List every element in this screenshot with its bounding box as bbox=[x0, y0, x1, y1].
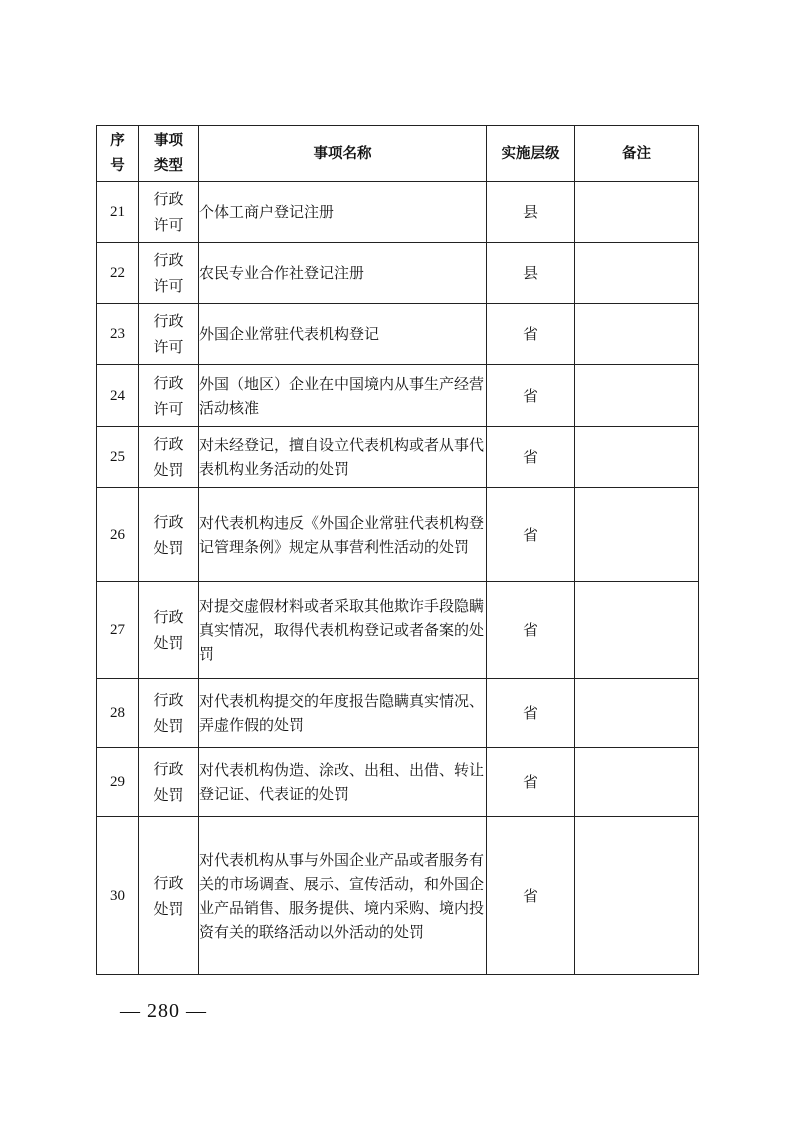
row-type bbox=[139, 748, 199, 817]
table-row bbox=[97, 365, 699, 427]
row-name: 对代表机构提交的年度报告隐瞒真实情况、弄虚作假的处罚 bbox=[199, 679, 487, 748]
table-row bbox=[97, 679, 699, 748]
row-type-text: 行政处罚 bbox=[153, 608, 184, 652]
row-type bbox=[139, 427, 199, 488]
row-type-text: 行政处罚 bbox=[153, 512, 184, 557]
row-type-text: 行政许可 bbox=[153, 251, 184, 295]
row-type bbox=[139, 243, 199, 304]
row-seq: 29 bbox=[97, 748, 139, 817]
matters-table bbox=[96, 125, 699, 975]
row-level: 省 bbox=[487, 427, 575, 488]
row-level: 县 bbox=[487, 243, 575, 304]
row-level: 省 bbox=[487, 817, 575, 975]
row-seq: 23 bbox=[97, 304, 139, 365]
row-name: 个体工商户登记注册 bbox=[199, 182, 487, 243]
row-note bbox=[575, 488, 699, 582]
row-seq: 28 bbox=[97, 679, 139, 748]
row-note bbox=[575, 427, 699, 488]
row-name: 对代表机构违反《外国企业常驻代表机构登记管理条例》规定从事营利性活动的处罚 bbox=[199, 488, 487, 582]
row-name: 对提交虚假材料或者采取其他欺诈手段隐瞒真实情况，取得代表机构登记或者备案的处罚 bbox=[199, 582, 487, 679]
table-row bbox=[97, 817, 699, 975]
row-type-text: 行政许可 bbox=[153, 373, 184, 418]
row-type bbox=[139, 365, 199, 427]
row-note bbox=[575, 817, 699, 975]
table-row bbox=[97, 427, 699, 488]
table-row bbox=[97, 748, 699, 817]
row-type-text: 行政许可 bbox=[153, 312, 184, 356]
row-name: 对代表机构从事与外国企业产品或者服务有关的市场调查、展示、宣传活动，和外国企业产品销售、服务提供、境内采购、境内投资有关的联络活动以外活动的处罚 bbox=[199, 817, 487, 975]
row-level: 县 bbox=[487, 182, 575, 243]
row-level: 省 bbox=[487, 748, 575, 817]
table-row bbox=[97, 243, 699, 304]
row-type bbox=[139, 817, 199, 975]
header-name: 事项名称 bbox=[199, 126, 487, 182]
row-seq: 26 bbox=[97, 488, 139, 582]
header-note: 备注 bbox=[575, 126, 699, 182]
row-note bbox=[575, 304, 699, 365]
header-seq: 序号 bbox=[97, 126, 139, 182]
row-note bbox=[575, 582, 699, 679]
row-seq: 25 bbox=[97, 427, 139, 488]
table-row bbox=[97, 488, 699, 582]
table-row bbox=[97, 182, 699, 243]
row-name: 农民专业合作社登记注册 bbox=[199, 243, 487, 304]
row-type-text: 行政许可 bbox=[153, 190, 184, 234]
row-level: 省 bbox=[487, 582, 575, 679]
row-type-text: 行政处罚 bbox=[153, 691, 184, 735]
row-level: 省 bbox=[487, 488, 575, 582]
row-seq: 24 bbox=[97, 365, 139, 427]
row-type bbox=[139, 488, 199, 582]
row-level: 省 bbox=[487, 365, 575, 427]
page-number: — 280 — bbox=[120, 1000, 207, 1022]
row-seq: 21 bbox=[97, 182, 139, 243]
table-row bbox=[97, 582, 699, 679]
row-type bbox=[139, 679, 199, 748]
table-row bbox=[97, 304, 699, 365]
row-type-text: 行政处罚 bbox=[153, 760, 184, 804]
row-level: 省 bbox=[487, 679, 575, 748]
row-type bbox=[139, 304, 199, 365]
row-note bbox=[575, 365, 699, 427]
table-header-row bbox=[97, 126, 699, 182]
row-name: 对未经登记，擅自设立代表机构或者从事代表机构业务活动的处罚 bbox=[199, 427, 487, 488]
row-level: 省 bbox=[487, 304, 575, 365]
row-note bbox=[575, 679, 699, 748]
row-seq: 22 bbox=[97, 243, 139, 304]
header-level: 实施层级 bbox=[487, 126, 575, 182]
header-type: 事项类型 bbox=[139, 126, 199, 182]
row-type bbox=[139, 582, 199, 679]
row-note bbox=[575, 243, 699, 304]
row-type bbox=[139, 182, 199, 243]
row-note bbox=[575, 748, 699, 817]
row-seq: 30 bbox=[97, 817, 139, 975]
row-type-text: 行政处罚 bbox=[153, 873, 184, 918]
row-name: 外国企业常驻代表机构登记 bbox=[199, 304, 487, 365]
row-type-text: 行政处罚 bbox=[153, 435, 184, 479]
row-name: 外国（地区）企业在中国境内从事生产经营活动核准 bbox=[199, 365, 487, 427]
row-seq: 27 bbox=[97, 582, 139, 679]
row-note bbox=[575, 182, 699, 243]
row-name: 对代表机构伪造、涂改、出租、出借、转让登记证、代表证的处罚 bbox=[199, 748, 487, 817]
